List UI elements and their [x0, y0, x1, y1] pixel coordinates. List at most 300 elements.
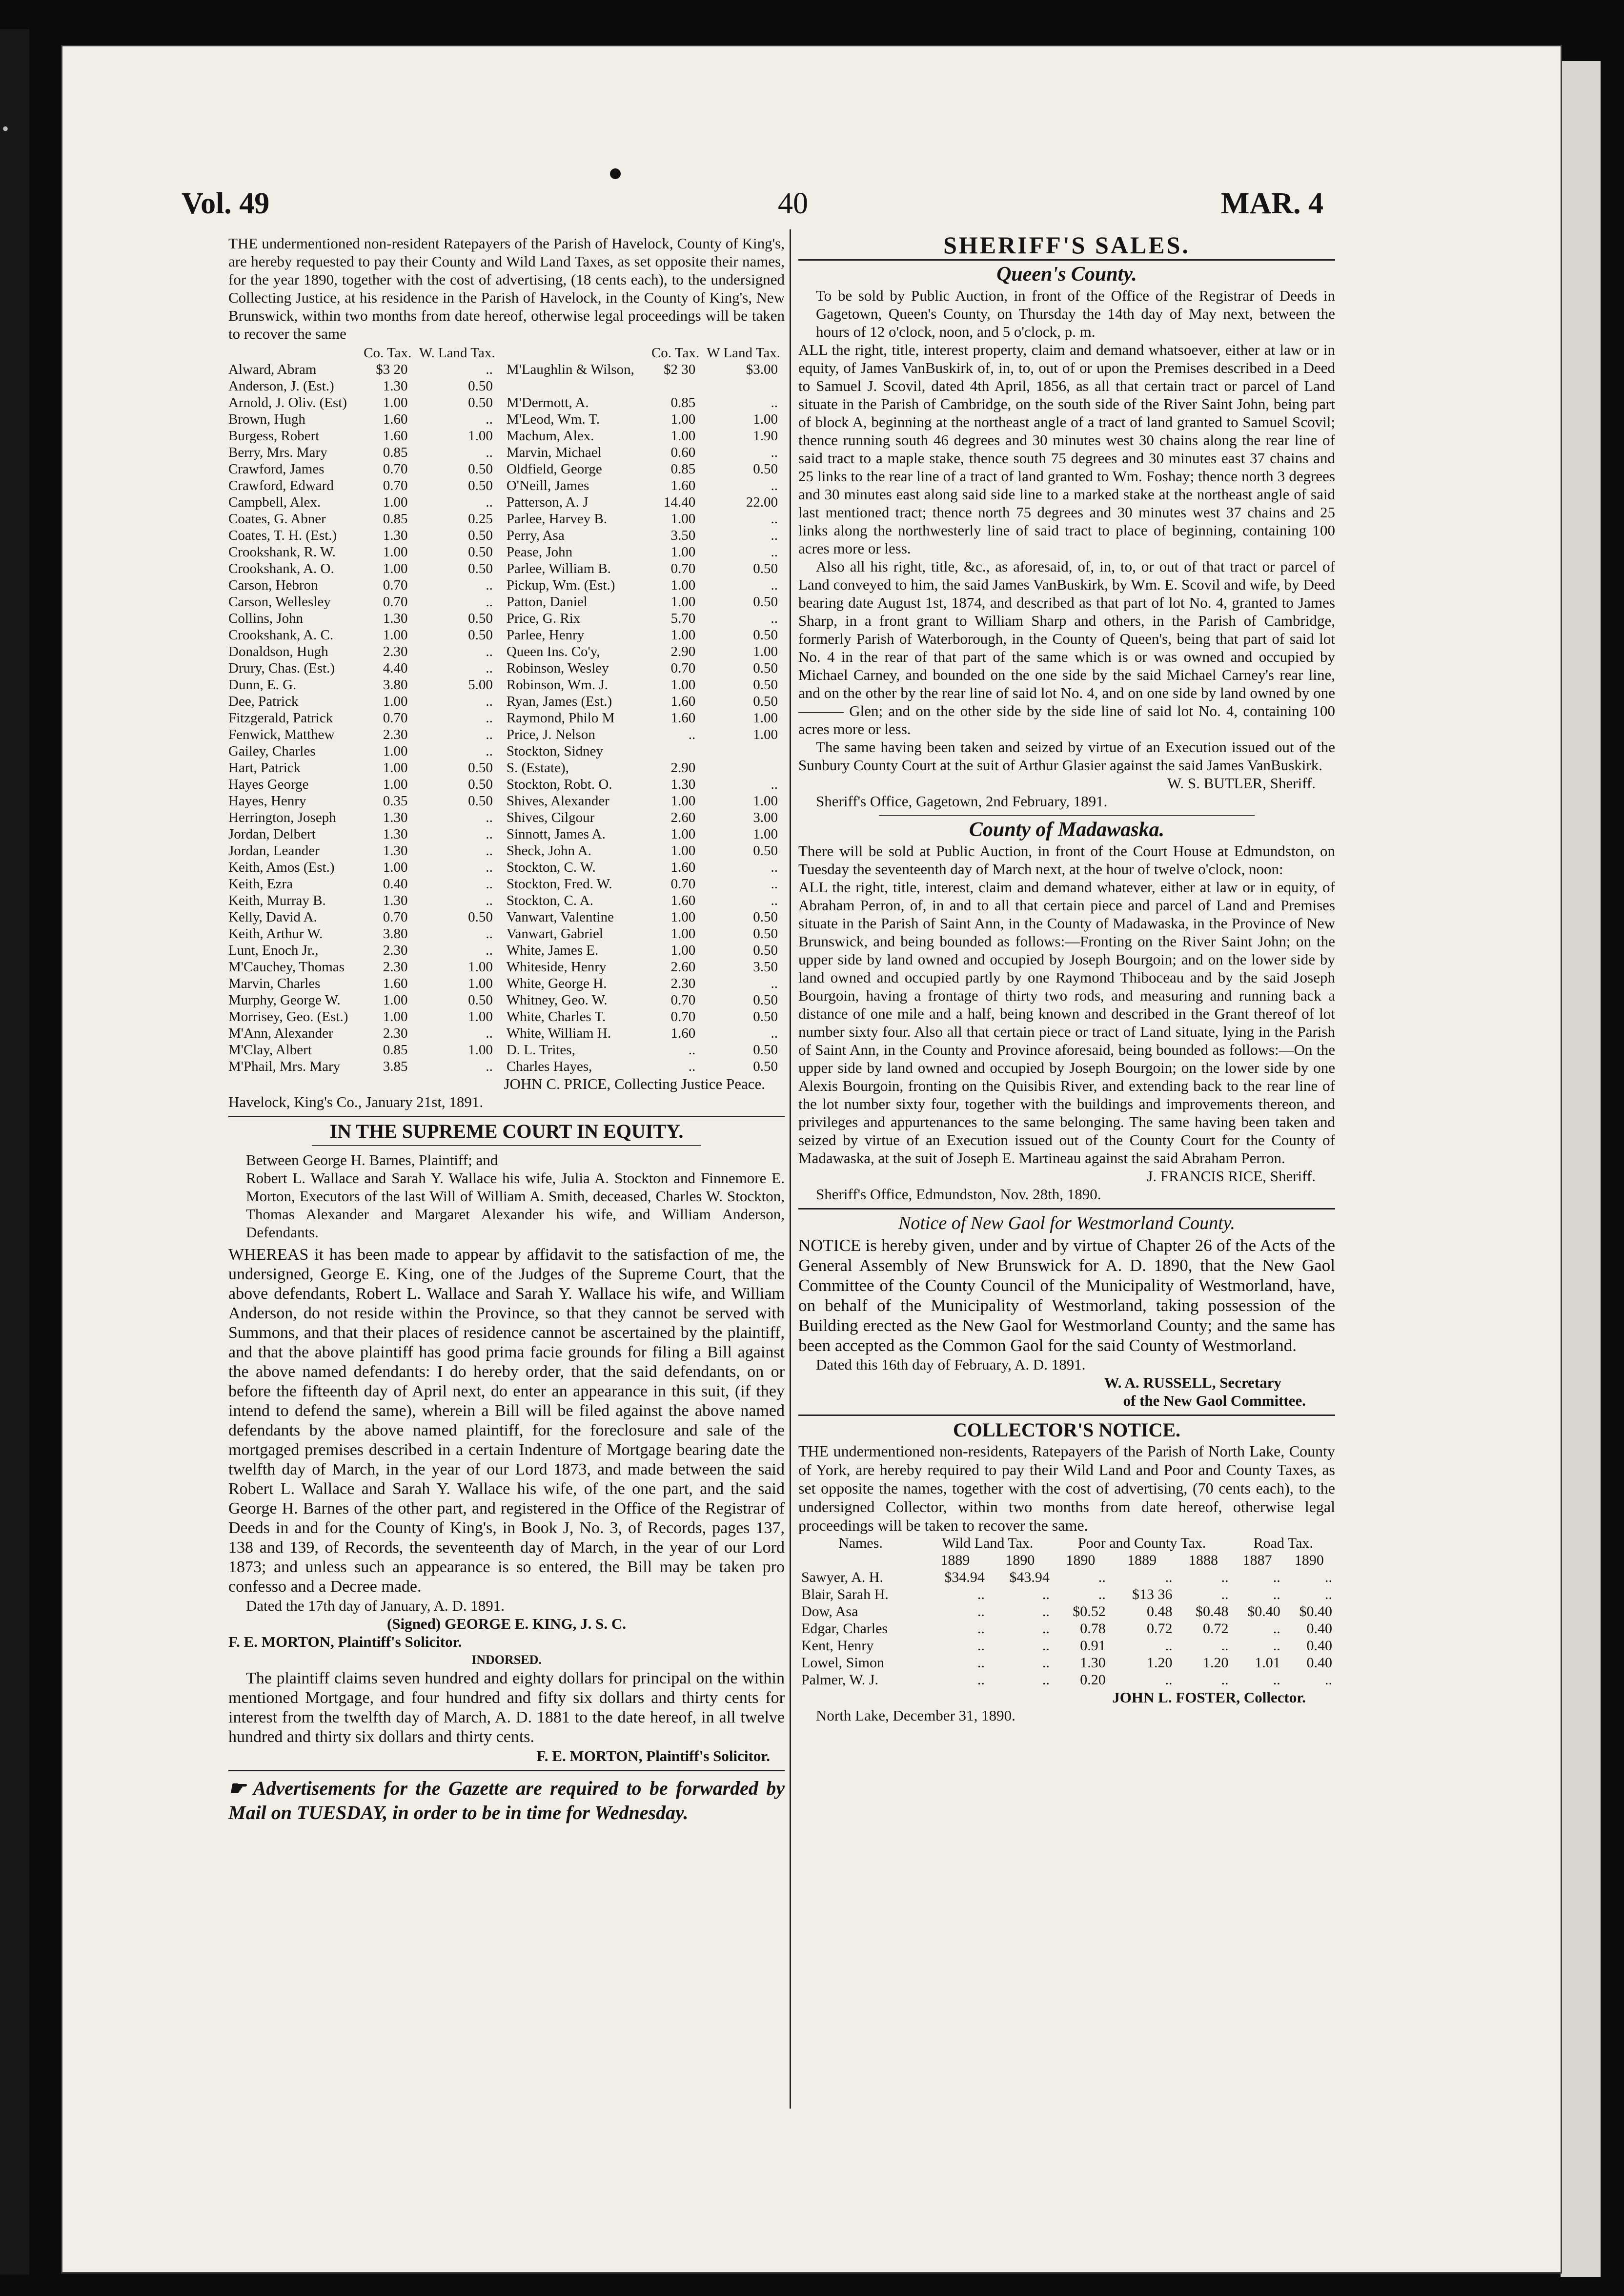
ratepayer-name-b: White, Charles T. — [506, 1009, 606, 1025]
ratepayer-name-b: Ryan, James (Est.) — [506, 694, 612, 709]
co-tax-cell-b: 1.00 — [670, 511, 696, 527]
co-tax-cell: 1.00 — [383, 992, 408, 1008]
wl-tax-cell: .. — [486, 876, 493, 892]
table-row — [228, 610, 785, 627]
co-tax-cell: 1.30 — [383, 378, 408, 394]
wl-tax-cell-b: 1.90 — [753, 428, 778, 444]
tax-cell: .. — [977, 1638, 985, 1654]
table-row — [798, 1654, 1335, 1671]
tax-cell: 0.91 — [1080, 1638, 1106, 1654]
co-tax-cell-b: 1.00 — [670, 793, 696, 809]
wl-tax-cell: .. — [486, 644, 493, 659]
tax-cell: 0.40 — [1306, 1655, 1332, 1671]
year-header: 1890 — [1294, 1552, 1324, 1568]
supreme-court-title: IN THE SUPREME COURT IN EQUITY. — [329, 1120, 684, 1142]
table-row — [228, 560, 785, 577]
parties-text: Robert L. Wallace and Sarah Y. Wallace his wife, Julia A. Stockton and Finnemore E. Morton, Executors of the last Will of William A. Smith, deceased, Charles W. Stockton, Thomas Alexander and Margaret Alexander his wife, and William Anderson, Defendants. — [246, 1169, 785, 1241]
collector-name: Dow, Asa — [801, 1603, 858, 1620]
co-tax-cell-b: 2.30 — [670, 976, 696, 991]
plaintiff-solicitor-2: F. E. MORTON, Plaintiff's Solicitor. — [536, 1747, 770, 1764]
wl-tax-cell: 0.50 — [468, 777, 493, 792]
gaol-notice — [798, 1214, 1335, 1410]
section-rule-3 — [798, 1208, 1335, 1210]
table-row — [228, 1008, 785, 1025]
wl-tax-cell-b: 0.50 — [753, 660, 778, 676]
wl-tax-cell-b: 22.00 — [746, 494, 778, 510]
table-row — [228, 378, 785, 394]
ratepayer-name-b: O'Neill, James — [506, 478, 589, 493]
ratepayers-header-row — [228, 345, 785, 361]
co-tax-cell: 1.00 — [383, 1009, 408, 1025]
co-tax-cell: 2.30 — [383, 644, 408, 659]
tax-cell: .. — [1221, 1638, 1229, 1654]
tax-cell: .. — [1325, 1586, 1332, 1602]
co-tax-cell-b: 2.90 — [670, 760, 696, 776]
co-tax-cell: 1.00 — [383, 694, 408, 709]
ratepayer-name-b: Machum, Alex. — [506, 428, 594, 444]
col-wild-land: Wild Land Tax. — [942, 1535, 1034, 1551]
table-row — [228, 776, 785, 793]
ratepayer-name: Brown, Hugh — [228, 411, 305, 427]
ratepayer-name-b: Charles Hayes, — [506, 1059, 592, 1074]
ratepayer-name-b: Stockton, Fred. W. — [506, 876, 612, 892]
co-tax-cell-b: 0.70 — [670, 992, 696, 1008]
co-tax-cell: 1.00 — [383, 627, 408, 643]
ratepayer-name-b: Whiteside, Henry — [506, 959, 607, 975]
co-tax-cell: 1.00 — [383, 544, 408, 560]
wl-tax-cell-b: .. — [771, 777, 778, 792]
table-row — [798, 1620, 1335, 1637]
table-row — [228, 793, 785, 809]
year-header: 1888 — [1188, 1552, 1218, 1568]
ratepayer-name-b: Parlee, William B. — [506, 561, 611, 576]
scan-margin-left — [0, 29, 29, 2275]
tax-cell: .. — [977, 1603, 985, 1620]
co-tax-cell: 1.00 — [383, 743, 408, 759]
indorsed-text: The plaintiff claims seven hundred and eighty dollars for principal on the within mentioned Mortgage, and four hundred and fifty six dollars and thirty cents for interest from the twelfth day of March, A. D. 1881 to the date hereof, in all twelve hundred and thirty six dollars and thirty cents. — [228, 1669, 785, 1746]
ratepayer-name-b: Shives, Cilgour — [506, 810, 595, 825]
sheriffs-title: SHERIFF'S SALES. — [943, 231, 1190, 259]
section-rule-2 — [228, 1770, 785, 1771]
wl-tax-cell: 0.50 — [468, 611, 493, 626]
wl-tax-cell: 0.50 — [468, 478, 493, 493]
wl-tax-cell: .. — [486, 710, 493, 726]
queens-p3: The same having been taken and seized by virtue of an Execution issued out of the Sunbury County Court at the suit of Arthur Glasier against the said James VanBuskirk. — [798, 738, 1335, 774]
left-column — [228, 234, 785, 1825]
ratepayer-name-b — [500, 378, 649, 394]
pointing-hand-icon: ☛ — [228, 1777, 253, 1799]
ratepayer-name: Campbell, Alex. — [228, 494, 321, 510]
issue-date: MAR. 4 — [1220, 187, 1323, 220]
ratepayer-name-b: Stockton, C. W. — [506, 860, 596, 875]
ratepayer-name: Fitzgerald, Patrick — [228, 710, 333, 726]
ratepayers-text: THE undermentioned non-resident Ratepayers of the Parish of Havelock, County of King's, are hereby requested to pay their County and Wild Land Taxes, as set opposite their names, for the year 1890, together with the cost of advertising, (18 cents each), to the undersigned Collecting Justice, at his residence in the Parish of Havelock, in the County of King's, New Brunswick, within two months from date hereof, otherwise legal proceedings will be taken to recover the same — [228, 235, 785, 342]
table-row — [228, 942, 785, 959]
co-tax-cell-b: 1.00 — [670, 909, 696, 925]
co-tax-cell-b: 1.60 — [670, 860, 696, 875]
wl-tax-cell-b: .. — [771, 611, 778, 626]
ratepayer-name: Carson, Wellesley — [228, 594, 331, 610]
co-tax-cell: 0.70 — [383, 461, 408, 477]
co-tax-cell: 1.30 — [383, 810, 408, 825]
ratepayer-name: Coates, G. Abner — [228, 511, 326, 527]
tax-cell: .. — [1221, 1586, 1229, 1602]
wl-tax-cell-b: 0.50 — [753, 627, 778, 643]
table-row — [228, 527, 785, 544]
wl-tax-cell: 0.50 — [468, 544, 493, 560]
ratepayer-name: Kelly, David A. — [228, 909, 317, 925]
indorsed-label: INDORSED. — [471, 1653, 542, 1667]
table-row — [228, 892, 785, 909]
ratepayer-name: Crawford, James — [228, 461, 325, 477]
wl-tax-cell: 0.50 — [468, 793, 493, 809]
page-number: 40 — [778, 187, 808, 220]
wl-tax-cell: .. — [486, 362, 493, 377]
co-tax-cell-b: 0.60 — [670, 445, 696, 460]
table-row — [798, 1671, 1335, 1688]
co-tax-cell: 2.30 — [383, 1025, 408, 1041]
co-tax-cell-b: 14.40 — [664, 494, 696, 510]
tax-cell: $0.40 — [1247, 1603, 1280, 1620]
wl-tax-cell: 1.00 — [468, 428, 493, 444]
co-tax-cell: 0.70 — [383, 909, 408, 925]
ratepayer-name: Hayes, Henry — [228, 793, 306, 809]
collectors-rows — [798, 1569, 1335, 1688]
ratepayer-name: Dee, Patrick — [228, 694, 299, 709]
wl-tax-cell-b: .. — [771, 544, 778, 560]
queens-end-rule — [879, 815, 1255, 816]
tax-cell: 0.72 — [1202, 1620, 1229, 1637]
ratepayer-name: Jordan, Delbert — [228, 826, 316, 842]
ratepayer-name-b: Stockton, Robt. O. — [506, 777, 612, 792]
wl-tax-cell-b — [702, 378, 785, 394]
table-row — [228, 859, 785, 876]
wl-tax-cell-b: 1.00 — [753, 411, 778, 427]
havelock-dateline: Havelock, King's Co., January 21st, 1891. — [228, 1093, 484, 1110]
table-row — [228, 444, 785, 461]
ratepayer-name-b: Robinson, Wesley — [506, 660, 609, 676]
ratepayer-name: Marvin, Charles — [228, 976, 321, 991]
edmundston-dateline: Sheriff's Office, Edmundston, Nov. 28th, 1890. — [816, 1186, 1101, 1203]
wl-tax-cell: 0.50 — [468, 461, 493, 477]
co-tax-cell: 1.60 — [383, 428, 408, 444]
col-names: Names. — [838, 1535, 883, 1551]
wl-tax-cell: .. — [486, 660, 493, 676]
tax-cell: .. — [1042, 1586, 1050, 1602]
wl-tax-cell: .. — [486, 594, 493, 610]
ratepayer-name: Keith, Murray B. — [228, 893, 326, 908]
co-tax-cell-b: 3.50 — [670, 528, 696, 543]
col-wl-tax: W. Land Tax. — [419, 345, 495, 361]
co-tax-cell-b: 1.00 — [670, 826, 696, 842]
tax-cell: .. — [1042, 1638, 1050, 1654]
collector-name: Kent, Henry — [801, 1638, 874, 1654]
tax-cell: .. — [1098, 1586, 1106, 1602]
tax-cell: .. — [977, 1655, 985, 1671]
tax-cell: .. — [1042, 1655, 1050, 1671]
tax-cell: .. — [1042, 1603, 1050, 1620]
ratepayer-name: Arnold, J. Oliv. (Est) — [228, 395, 347, 410]
table-row — [228, 477, 785, 494]
tax-cell: 1.20 — [1146, 1655, 1173, 1671]
wl-tax-cell: .. — [486, 743, 493, 759]
title-rule — [312, 1145, 701, 1146]
co-tax-cell: 3.85 — [383, 1059, 408, 1074]
wl-tax-cell: 0.50 — [468, 992, 493, 1008]
page-dot — [610, 168, 621, 179]
ratepayer-name-b: Pickup, Wm. (Est.) — [506, 577, 615, 593]
table-row — [228, 411, 785, 428]
ratepayer-name: Murphy, George W. — [228, 992, 341, 1008]
tax-cell: 0.48 — [1146, 1603, 1173, 1620]
ratepayer-name: M'Cauchey, Thomas — [228, 959, 345, 975]
co-tax-cell-b: 0.70 — [670, 876, 696, 892]
ratepayer-name: Hayes George — [228, 777, 309, 792]
co-tax-cell-b: 2.60 — [670, 810, 696, 825]
ratepayer-name: Donaldson, Hugh — [228, 644, 328, 659]
table-row — [228, 693, 785, 710]
co-tax-cell: 4.40 — [383, 660, 408, 676]
wl-tax-cell-b: .. — [771, 1025, 778, 1041]
co-tax-cell-b: .. — [688, 1042, 696, 1058]
ratepayer-name: Keith, Ezra — [228, 876, 293, 892]
ratepayer-name: Keith, Amos (Est.) — [228, 860, 335, 875]
table-row — [228, 1042, 785, 1058]
ratepayer-name-b: White, James E. — [506, 943, 599, 958]
ratepayer-name: Burgess, Robert — [228, 428, 320, 444]
table-row — [798, 1637, 1335, 1654]
table-row — [228, 361, 785, 378]
gazette-advert-notice — [228, 1776, 785, 1825]
ratepayer-name-b: Raymond, Philo M — [506, 710, 615, 726]
ratepayer-name: Crookshank, R. W. — [228, 544, 336, 560]
ratepayer-name-b: Price, J. Nelson — [506, 727, 595, 742]
ratepayer-name: Hart, Patrick — [228, 760, 301, 776]
collectors-years-row — [798, 1552, 1335, 1569]
co-tax-cell: 0.35 — [383, 793, 408, 809]
tax-cell: .. — [1325, 1569, 1332, 1585]
section-rule — [228, 1116, 785, 1117]
tax-cell: .. — [1042, 1672, 1050, 1688]
tax-cell: .. — [1165, 1672, 1173, 1688]
tax-cell: .. — [1221, 1569, 1229, 1585]
rice-signature: J. FRANCIS RICE, Sheriff. — [1147, 1168, 1316, 1185]
ratepayer-name-b: Robinson, Wm. J. — [506, 677, 608, 693]
queens-intro: To be sold by Public Auction, in front of the Office of the Registrar of Deeds in Gagetown, Queen's County, on Thursday the 14th day of May next, between the hours of 12 o'clock, noon, and 5 o'clock, p. m. — [816, 287, 1335, 340]
ratepayer-name-b: Sinnott, James A. — [506, 826, 606, 842]
russell-signature: W. A. RUSSELL, Secretary — [1104, 1374, 1281, 1391]
ratepayer-name-b: Queen Ins. Co'y, — [506, 644, 600, 659]
tax-cell: .. — [1273, 1620, 1280, 1637]
co-tax-cell: 0.85 — [383, 1042, 408, 1058]
ratepayer-name: Morrisey, Geo. (Est.) — [228, 1009, 348, 1025]
tax-cell: $34.94 — [944, 1569, 985, 1585]
wl-tax-cell-b: .. — [771, 860, 778, 875]
table-row — [228, 428, 785, 444]
table-row — [228, 511, 785, 527]
tax-cell: $43.94 — [1009, 1569, 1050, 1585]
ratepayer-name: Jordan, Leander — [228, 843, 320, 859]
co-tax-cell-b: 1.00 — [670, 926, 696, 942]
co-tax-cell-b: 0.85 — [670, 395, 696, 410]
co-tax-cell: 1.00 — [383, 777, 408, 792]
wl-tax-cell-b — [702, 743, 785, 759]
table-row — [798, 1586, 1335, 1603]
collector-name: Lowel, Simon — [801, 1655, 884, 1671]
gagetown-dateline: Sheriff's Office, Gagetown, 2nd February, 1891. — [816, 793, 1108, 810]
co-tax-cell-b: 5.70 — [670, 611, 696, 626]
co-tax-cell-b: 0.70 — [670, 1009, 696, 1025]
wl-tax-cell-b: $3.00 — [746, 362, 778, 377]
table-row — [228, 975, 785, 992]
wl-tax-cell-b — [702, 759, 785, 776]
co-tax-cell: 0.40 — [383, 876, 408, 892]
ratepayer-name: Coates, T. H. (Est.) — [228, 528, 337, 543]
table-row — [228, 925, 785, 942]
collector-name: Palmer, W. J. — [801, 1672, 878, 1688]
table-row — [228, 461, 785, 477]
wl-tax-cell-b: 1.00 — [753, 826, 778, 842]
collector-name: Edgar, Charles — [801, 1620, 888, 1637]
wl-tax-cell: .. — [486, 694, 493, 709]
wl-tax-cell: 1.00 — [468, 1042, 493, 1058]
ratepayer-name: M'Ann, Alexander — [228, 1025, 333, 1041]
tax-cell: .. — [1042, 1620, 1050, 1637]
collectors-notice — [798, 1421, 1335, 1724]
madawaska-p1: ALL the right, title, interest, claim and demand whatever, either at law or in equity, of Abraham Perron, of, in and to all that certain piece and parcel of Land and Premises situate in the Parish of Saint Ann, in the County of Madawaska, in the Province of New Brunswick, and being bounded as follows:—Fronting on the River Saint John; on the upper side by land owned and occupied by Joseph Bourgoin; and on the lower side by land owned and occupied partly by one Raymond Thiboceau and by the said Joseph Bourgoin, having a frontage of thirty two rods, and measuring and running back a distance of one mile and a half, being known and described in the Grant thereof of lot number sixty four. Also all that certain piece or tract of Land situate, lying in the Parish of Saint Ann, in the County and Province aforesaid, being bounded as follows:—On the upper side by land owned and occupied by Joseph Bourgoin; on the lower side by one Alexis Bourgoin, fronting on the Quisibis River, and extending back to the rear line of the lot number sixty four, together with the buildings and improvements thereon, and privileges and appurtenances to the same belonging. The same having been taken and seized by virtue of an Execution issued out of the County Court for the County of Madawaska, at the suit of Joseph E. Martineau against the said Abraham Perron. — [798, 879, 1335, 1167]
wl-tax-cell-b: .. — [771, 876, 778, 892]
ratepayer-name-b: White, George H. — [506, 976, 607, 991]
ratepayer-name-b: Stockton, C. A. — [506, 893, 593, 908]
wl-tax-cell-b: 1.00 — [753, 793, 778, 809]
tax-cell: 0.40 — [1306, 1638, 1332, 1654]
ratepayer-name: Collins, John — [228, 611, 304, 626]
ratepayer-name-b: Vanwart, Gabriel — [506, 926, 603, 942]
ratepayer-name: Lunt, Enoch Jr., — [228, 943, 319, 958]
wl-tax-cell-b: 0.50 — [753, 594, 778, 610]
bleed-through — [1561, 61, 1601, 69]
tax-cell: .. — [1165, 1569, 1173, 1585]
table-row — [228, 992, 785, 1008]
collectors-header-row — [798, 1535, 1335, 1552]
co-tax-cell-b: 0.70 — [670, 561, 696, 576]
section-rule-4 — [798, 1414, 1335, 1416]
ratepayer-name-b: Marvin, Michael — [506, 445, 602, 460]
tax-cell: .. — [1165, 1638, 1173, 1654]
co-tax-cell-b: 1.00 — [670, 411, 696, 427]
table-row — [228, 544, 785, 560]
wl-tax-cell-b: .. — [771, 893, 778, 908]
co-tax-cell-b — [649, 743, 703, 759]
tax-cell: 0.40 — [1306, 1620, 1332, 1637]
wl-tax-cell-b: 0.50 — [753, 1059, 778, 1074]
gaol-committee: of the New Gaol Committee. — [1123, 1392, 1306, 1409]
col-road-tax: Road Tax. — [1253, 1535, 1313, 1551]
table-row — [228, 577, 785, 594]
tax-cell: .. — [1221, 1672, 1229, 1688]
table-row — [228, 959, 785, 975]
year-header: 1889 — [940, 1552, 970, 1568]
co-tax-cell: 1.60 — [383, 976, 408, 991]
ratepayer-name-b: M'Leod, Wm. T. — [506, 411, 600, 427]
wl-tax-cell: .. — [486, 727, 493, 742]
wl-tax-cell: 0.50 — [468, 909, 493, 925]
ratepayer-name: Dunn, E. G. — [228, 677, 297, 693]
table-row — [228, 594, 785, 610]
wl-tax-cell: 0.50 — [468, 561, 493, 576]
wl-tax-cell: .. — [486, 810, 493, 825]
wl-tax-cell: 1.00 — [468, 976, 493, 991]
co-tax-cell-b: 1.60 — [670, 478, 696, 493]
ratepayer-name: M'Phail, Mrs. Mary — [228, 1059, 341, 1074]
co-tax-cell: 1.00 — [383, 760, 408, 776]
tax-cell: .. — [1325, 1672, 1332, 1688]
wl-tax-cell: 0.50 — [468, 760, 493, 776]
tax-cell: .. — [977, 1620, 985, 1637]
co-tax-cell-b: 1.60 — [670, 893, 696, 908]
tax-cell: 1.20 — [1202, 1655, 1229, 1671]
co-tax-cell-b: 2.60 — [670, 959, 696, 975]
co-tax-cell-b: 1.00 — [670, 544, 696, 560]
volume-label: Vol. 49 — [182, 187, 270, 220]
ratepayer-name-b: Sheck, John A. — [506, 843, 591, 859]
co-tax-cell-b — [649, 378, 703, 394]
ratepayer-name: Carson, Hebron — [228, 577, 318, 593]
ratepayer-name-b: M'Laughlin & Wilson, — [506, 362, 634, 377]
co-tax-cell-b: 1.00 — [670, 428, 696, 444]
madawaska-intro: There will be sold at Public Auction, in front of the Court House at Edmundston, on Tuesday the seventeenth day of March next, at the hour of twelve o'clock, noon: — [798, 842, 1335, 878]
table-row — [228, 627, 785, 643]
foster-signature: JOHN L. FOSTER, Collector. — [1112, 1689, 1306, 1706]
ratepayer-name-b: Pease, John — [506, 544, 573, 560]
ratepayer-name-b: Parlee, Henry — [506, 627, 585, 643]
co-tax-cell: 1.30 — [383, 826, 408, 842]
co-tax-cell: 0.70 — [383, 594, 408, 610]
year-header: 1890 — [1066, 1552, 1096, 1568]
tax-cell: 0.20 — [1080, 1672, 1106, 1688]
co-tax-cell: 3.80 — [383, 926, 408, 942]
table-row — [228, 759, 785, 776]
wl-tax-cell-b: 0.50 — [753, 992, 778, 1008]
sheriffs-sales — [798, 231, 1335, 1203]
wl-tax-cell: .. — [486, 926, 493, 942]
wl-tax-cell: .. — [486, 843, 493, 859]
ratepayer-name: Anderson, J. (Est.) — [228, 378, 334, 394]
co-tax-cell-b: .. — [688, 727, 696, 742]
co-tax-cell-b: 1.00 — [670, 627, 696, 643]
table-row — [798, 1569, 1335, 1586]
tax-cell: $0.40 — [1299, 1603, 1332, 1620]
ratepayer-name-b: Patton, Daniel — [506, 594, 588, 610]
col-co-tax-b: Co. Tax. — [651, 345, 700, 361]
edge-mark: • — [2, 118, 9, 140]
wl-tax-cell-b: 0.50 — [753, 694, 778, 709]
wl-tax-cell-b: 0.50 — [753, 677, 778, 693]
table-row — [228, 494, 785, 511]
gazette-advert-text: Advertisements for the Gazette are required to be forwarded by Mail on TUESDAY, in order to be in time for Wednesday. — [228, 1777, 785, 1824]
co-tax-cell: 1.60 — [383, 411, 408, 427]
gaol-title: Notice of New Gaol for Westmorland County. — [898, 1213, 1235, 1233]
ratepayer-name: Keith, Arthur W. — [228, 926, 323, 942]
table-row — [228, 876, 785, 892]
co-tax-cell-b: 1.00 — [670, 843, 696, 859]
wl-tax-cell: .. — [486, 445, 493, 460]
table-row — [228, 743, 785, 759]
wl-tax-cell-b: 0.50 — [753, 561, 778, 576]
co-tax-cell: 0.70 — [383, 710, 408, 726]
ratepayer-name: Berry, Mrs. Mary — [228, 445, 327, 460]
wl-tax-cell-b: 0.50 — [753, 1009, 778, 1025]
